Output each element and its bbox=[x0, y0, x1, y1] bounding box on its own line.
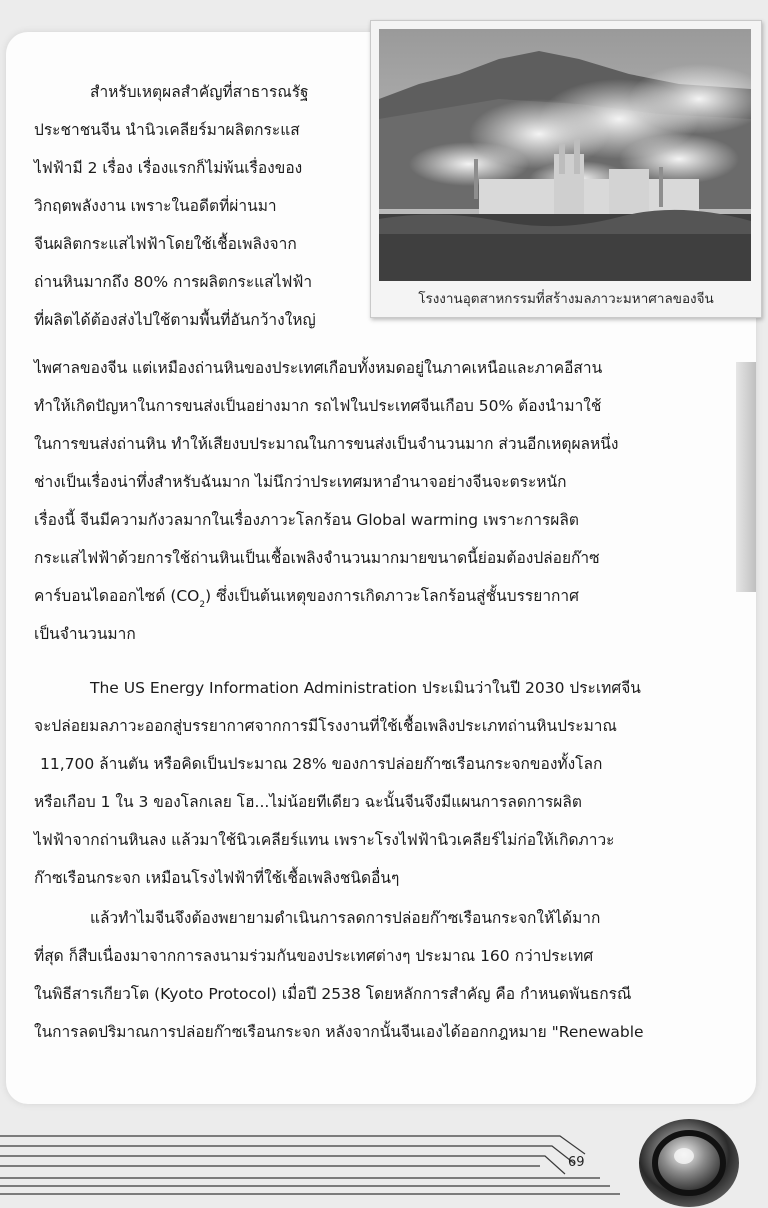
text-line: จีนผลิตกระแสไฟฟ้าโดยใช้เชื้อเพลิงจาก bbox=[34, 235, 297, 253]
text-line: กระแสไฟฟ้าด้วยการใช้ถ่านหินเป็นเชื้อเพลิงจำนวนมากมายขนาดนี้ย่อมต้องปล่อยก๊าซ bbox=[34, 549, 600, 567]
emblem-icon bbox=[634, 1108, 744, 1208]
text-line: ไฟฟ้ามี 2 เรื่อง เรื่องแรกก็ไม่พ้นเรื่องของ bbox=[34, 159, 303, 177]
page-number: 69 bbox=[568, 1155, 585, 1170]
text-line: หรือเกือบ 1 ใน 3 ของโลกเลย โฮ...ไม่น้อยทีเดียว ฉะนั้นจีนจึงมีแผนการลดการผลิต bbox=[34, 793, 582, 811]
text-line: The US Energy Information Administration ประเมินว่าในปี 2030 ประเทศจีน bbox=[90, 679, 641, 697]
text-line: 11,700 ล้านตัน หรือคิดเป็นประมาณ 28% ของการปล่อยก๊าซเรือนกระจกของทั้งโลก bbox=[40, 755, 603, 773]
text-line: ไพศาลของจีน แต่เหมืองถ่านหินของประเทศเกือบทั้งหมดอยู่ในภาคเหนือและภาคอีสาน bbox=[34, 359, 603, 377]
co2-suffix: ) ซึ่งเป็นต้นเหตุของการเกิดภาวะโลกร้อนสู่ชั้นบรรยากาศ bbox=[205, 587, 579, 605]
figure-caption: โรงงานอุตสาหกรรมที่สร้างมลภาวะมหาศาลของจีน bbox=[418, 291, 714, 307]
text-line: เรื่องนี้ จีนมีความกังวลมากในเรื่องภาวะโลกร้อน Global warming เพราะการผลิต bbox=[34, 511, 579, 529]
text-line: ประชาชนจีน นำนิวเคลียร์มาผลิตกระแส bbox=[34, 121, 300, 139]
text-line: ในพิธีสารเกียวโต (Kyoto Protocol) เมื่อปี 2538 โดยหลักการสำคัญ คือ กำหนดพันธกรณี bbox=[34, 985, 632, 1003]
text-line: ที่สุด ก็สืบเนื่องมาจากการลงนามร่วมกันของประเทศต่างๆ ประมาณ 160 กว่าประเทศ bbox=[34, 947, 594, 965]
text-line: ก๊าซเรือนกระจก เหมือนโรงไฟฟ้าที่ใช้เชื้อเพลิงชนิดอื่นๆ bbox=[34, 869, 400, 887]
text-line: สำหรับเหตุผลสำคัญที่สาธารณรัฐ bbox=[90, 83, 309, 101]
co2-prefix: คาร์บอนไดออกไซด์ (CO bbox=[34, 587, 200, 605]
text-line: ทำให้เกิดปัญหาในการขนส่งเป็นอย่างมาก รถไฟในประเทศจีนเกือบ 50% ต้องนำมาใช้ bbox=[34, 397, 602, 415]
text-line: ที่ผลิตได้ต้องส่งไปใช้ตามพื้นที่อันกว้างใหญ่ bbox=[34, 311, 316, 329]
shadow-band bbox=[736, 362, 756, 592]
text-line: แล้วทำไมจีนจึงต้องพยายามดำเนินการลดการปล่อยก๊าซเรือนกระจกให้ได้มาก bbox=[90, 909, 601, 927]
figure-photo-frame bbox=[370, 20, 762, 318]
text-line: ไฟฟ้าจากถ่านหินลง แล้วมาใช้นิวเคลียร์แทน เพราะโรงไฟฟ้านิวเคลียร์ไม่ก่อให้เกิดภาวะ bbox=[34, 831, 615, 849]
text-line: วิกฤตพลังงาน เพราะในอดีตที่ผ่านมา bbox=[34, 197, 277, 215]
text-line: ช่างเป็นเรื่องน่าทึ่งสำหรับฉันมาก ไม่นึกว่าประเทศมหาอำนาจอย่างจีนจะตระหนัก bbox=[34, 473, 567, 491]
factory-photo bbox=[379, 29, 751, 281]
text-line: ในการขนส่งถ่านหิน ทำให้เสียงบประมาณในการขนส่งเป็นจำนวนมาก ส่วนอีกเหตุผลหนึ่ง bbox=[34, 435, 619, 453]
text-line: ถ่านหินมากถึง 80% การผลิตกระแสไฟฟ้า bbox=[34, 273, 313, 291]
co2-subscript: 2 bbox=[199, 600, 206, 610]
co2-line bbox=[34, 586, 579, 609]
text-line: ในการลดปริมาณการปล่อยก๊าซเรือนกระจก หลังจากนั้นจีนเองได้ออกกฎหมาย "Renewable bbox=[34, 1023, 644, 1041]
text-line: เป็นจำนวนมาก bbox=[34, 625, 136, 643]
text-line: จะปล่อยมลภาวะออกสู่บรรยากาศจากการมีโรงงานที่ใช้เชื้อเพลิงประเภทถ่านหินประมาณ bbox=[34, 717, 617, 735]
